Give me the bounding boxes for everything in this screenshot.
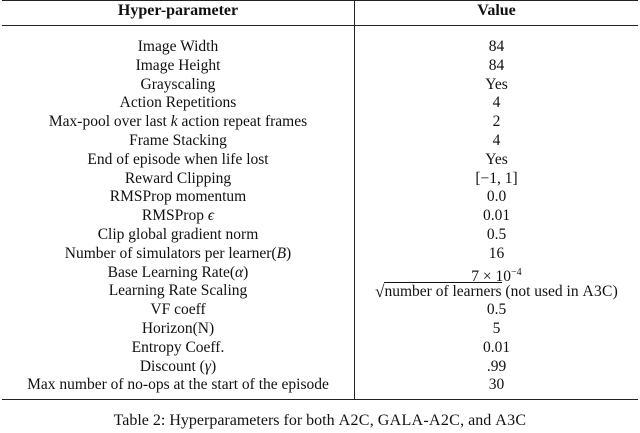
param-name <box>2 207 354 226</box>
table-row <box>2 57 638 76</box>
param-name: Entropy Coeff. <box>131 338 225 356</box>
param-value: 0.5 <box>486 301 507 319</box>
param-name: Action Repetitions <box>119 94 237 112</box>
table-row <box>2 151 638 170</box>
param-variable: γ <box>204 357 211 375</box>
param-prefix: Discount ( <box>139 357 205 375</box>
value-note-prefix: (not used in <box>501 283 583 301</box>
param-name: Image Height <box>135 56 221 74</box>
table-row <box>2 264 638 283</box>
param-name: Horizon(N) <box>141 319 215 337</box>
table-row <box>2 320 638 339</box>
param-value: 2 <box>492 113 501 131</box>
table-row <box>2 207 638 226</box>
param-value: 30 <box>488 376 505 394</box>
param-value: 84 <box>488 38 505 55</box>
param-value: 5 <box>492 319 501 337</box>
table-row <box>2 226 638 245</box>
param-name <box>2 113 354 132</box>
param-value: Yes <box>485 150 508 168</box>
param-name: End of episode when life lost <box>87 150 269 168</box>
param-name: Frame Stacking <box>129 131 227 149</box>
param-name: RMSProp momentum <box>109 188 247 206</box>
sqrt-expression <box>375 282 501 302</box>
header-hyper-parameter: Hyper-parameter <box>117 2 239 19</box>
param-value: Yes <box>485 75 508 93</box>
param-name: Image Width <box>137 38 219 55</box>
value-base: 7 × 10 <box>471 267 512 285</box>
param-value: 0.0 <box>486 188 507 206</box>
table-row <box>2 38 638 57</box>
param-name: Reward Clipping <box>124 169 232 187</box>
table-row <box>2 113 638 132</box>
param-suffix: ) <box>210 357 217 375</box>
caption-separator: , and <box>460 412 496 429</box>
caption-separator: , <box>369 412 378 429</box>
table-row <box>2 282 638 301</box>
param-name: Learning Rate Scaling <box>108 282 248 300</box>
table-row <box>2 94 638 113</box>
param-variable: B <box>276 244 287 262</box>
value-note-suffix: ) <box>612 283 618 301</box>
param-value: 4 <box>492 131 501 149</box>
table-row <box>2 245 638 264</box>
table-row <box>2 76 638 95</box>
param-variable: ϵ <box>207 207 215 225</box>
table-row <box>2 339 638 358</box>
param-variable: k <box>170 113 178 131</box>
param-value: [−1, 1] <box>475 169 518 187</box>
caption-method-a2c: A2C <box>338 412 370 429</box>
value-exponent: −4 <box>511 266 522 278</box>
param-name: Grayscaling <box>140 75 216 93</box>
param-prefix: RMSProp <box>141 207 208 225</box>
param-prefix: Number of simulators per learner( <box>64 244 277 262</box>
param-value: 0.01 <box>482 207 511 225</box>
param-name: Clip global gradient norm <box>97 225 259 243</box>
param-value <box>355 282 638 302</box>
caption-prefix: Table 2: Hyperparameters for both <box>113 412 339 429</box>
table-row <box>2 170 638 189</box>
param-value: 84 <box>488 56 505 74</box>
table-caption <box>0 412 640 430</box>
hyperparameter-table <box>2 0 638 400</box>
table-body <box>2 38 638 395</box>
param-value: 0.5 <box>486 225 507 243</box>
param-name <box>2 245 354 264</box>
value-note-method: A3C <box>582 283 613 301</box>
caption-method-a3c: A3C <box>495 412 527 429</box>
param-suffix: ) <box>286 244 292 262</box>
param-name: Max number of no-ops at the start of the episode <box>27 376 329 394</box>
param-prefix: Max-pool over last <box>48 113 171 131</box>
table-header <box>2 1 638 26</box>
table-row <box>2 358 638 377</box>
table-row <box>2 301 638 320</box>
param-suffix: action repeat frames <box>177 113 308 131</box>
param-variable: α <box>235 263 244 281</box>
caption-method-gala-a2c: GALA-A2C <box>377 412 461 429</box>
table-row <box>2 132 638 151</box>
param-value: 16 <box>488 244 505 262</box>
header-value: Value <box>477 2 516 19</box>
param-value: .99 <box>486 357 507 375</box>
table-row <box>2 188 638 207</box>
param-name <box>2 358 354 377</box>
param-value: 4 <box>492 94 501 112</box>
param-name <box>2 264 354 283</box>
param-name: VF coeff <box>150 301 206 319</box>
sqrt-radicand: number of learners <box>384 283 502 301</box>
param-suffix: ) <box>243 263 249 281</box>
table-row <box>2 376 638 395</box>
sqrt-symbol: √ <box>375 282 385 302</box>
param-value: 0.01 <box>482 338 511 356</box>
param-prefix: Base Learning Rate( <box>107 263 236 281</box>
